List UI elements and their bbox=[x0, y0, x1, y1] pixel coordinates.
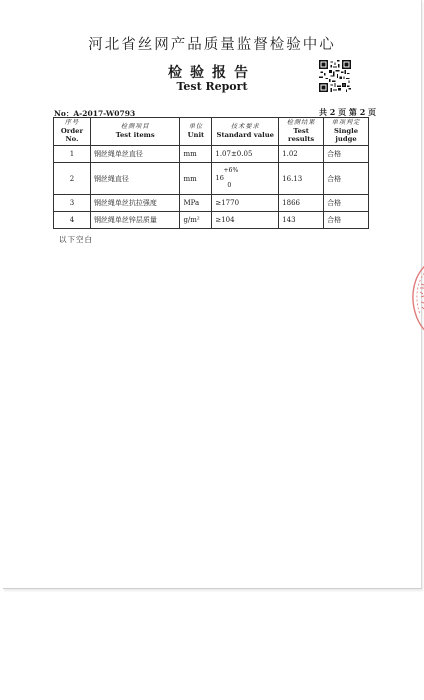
table-row bbox=[54, 195, 369, 212]
cell-standard: ≥104 bbox=[212, 212, 279, 229]
cell-judge: 合格 bbox=[324, 146, 369, 163]
report-page bbox=[3, 0, 422, 589]
table-row bbox=[54, 146, 369, 163]
tolerance-nominal: 16 bbox=[215, 173, 225, 182]
cell-order: 2 bbox=[54, 163, 91, 195]
report-title-cn: 检验报告 bbox=[168, 65, 256, 81]
cell-item: 钢丝绳单丝抗拉强度 bbox=[90, 195, 180, 212]
cell-standard-tolerance bbox=[212, 163, 279, 195]
cell-standard: ≥1770 bbox=[212, 195, 279, 212]
column-header-standard: 技术要求 Standard value bbox=[212, 118, 279, 146]
organization-name: 河北省丝网产品质量监督检验中心 bbox=[88, 37, 336, 53]
cell-result: 16.13 bbox=[279, 163, 324, 195]
tolerance-lower: 0 bbox=[227, 182, 232, 190]
column-header-unit: 单位 Unit bbox=[180, 118, 212, 146]
column-header-judge: 单项判定 Single judge bbox=[324, 118, 369, 146]
table-row bbox=[54, 163, 369, 195]
cell-order: 1 bbox=[54, 146, 91, 163]
report-number: No：A-2017-W0793 bbox=[54, 109, 136, 118]
page-count: 共 2 页 第 2 页 bbox=[319, 107, 377, 117]
test-results-table bbox=[53, 117, 369, 229]
cell-order: 3 bbox=[54, 195, 91, 212]
seal-stamp-fragment bbox=[407, 262, 424, 334]
cell-result: 143 bbox=[279, 212, 324, 229]
cell-unit: g/m² bbox=[180, 212, 212, 229]
report-title-en: Test Report bbox=[176, 80, 248, 93]
cell-result: 1866 bbox=[279, 195, 324, 212]
table-row bbox=[54, 212, 369, 229]
cell-item: 钢丝绳直径 bbox=[90, 163, 180, 195]
qr-code bbox=[319, 60, 351, 92]
cell-order: 4 bbox=[54, 212, 91, 229]
cell-result: 1.02 bbox=[279, 146, 324, 163]
cell-judge: 合格 bbox=[324, 163, 369, 195]
table-header-row bbox=[54, 118, 369, 146]
column-header-result: 检测结果 Test results bbox=[279, 118, 324, 146]
cell-judge: 合格 bbox=[324, 195, 369, 212]
cell-standard: 1.07±0.05 bbox=[212, 146, 279, 163]
cell-unit: mm bbox=[180, 146, 212, 163]
tolerance-upper: +6% bbox=[223, 167, 239, 175]
cell-unit: mm bbox=[180, 163, 212, 195]
cell-item: 钢丝绳单丝直径 bbox=[90, 146, 180, 163]
cell-unit: MPa bbox=[180, 195, 212, 212]
column-header-order: 序号 Order No. bbox=[54, 118, 91, 146]
cell-item: 钢丝绳单丝锌层质量 bbox=[90, 212, 180, 229]
column-header-item: 检测项目 Test items bbox=[90, 118, 180, 146]
cell-judge: 合格 bbox=[324, 212, 369, 229]
blank-below-note: 以下空白 bbox=[59, 235, 93, 244]
